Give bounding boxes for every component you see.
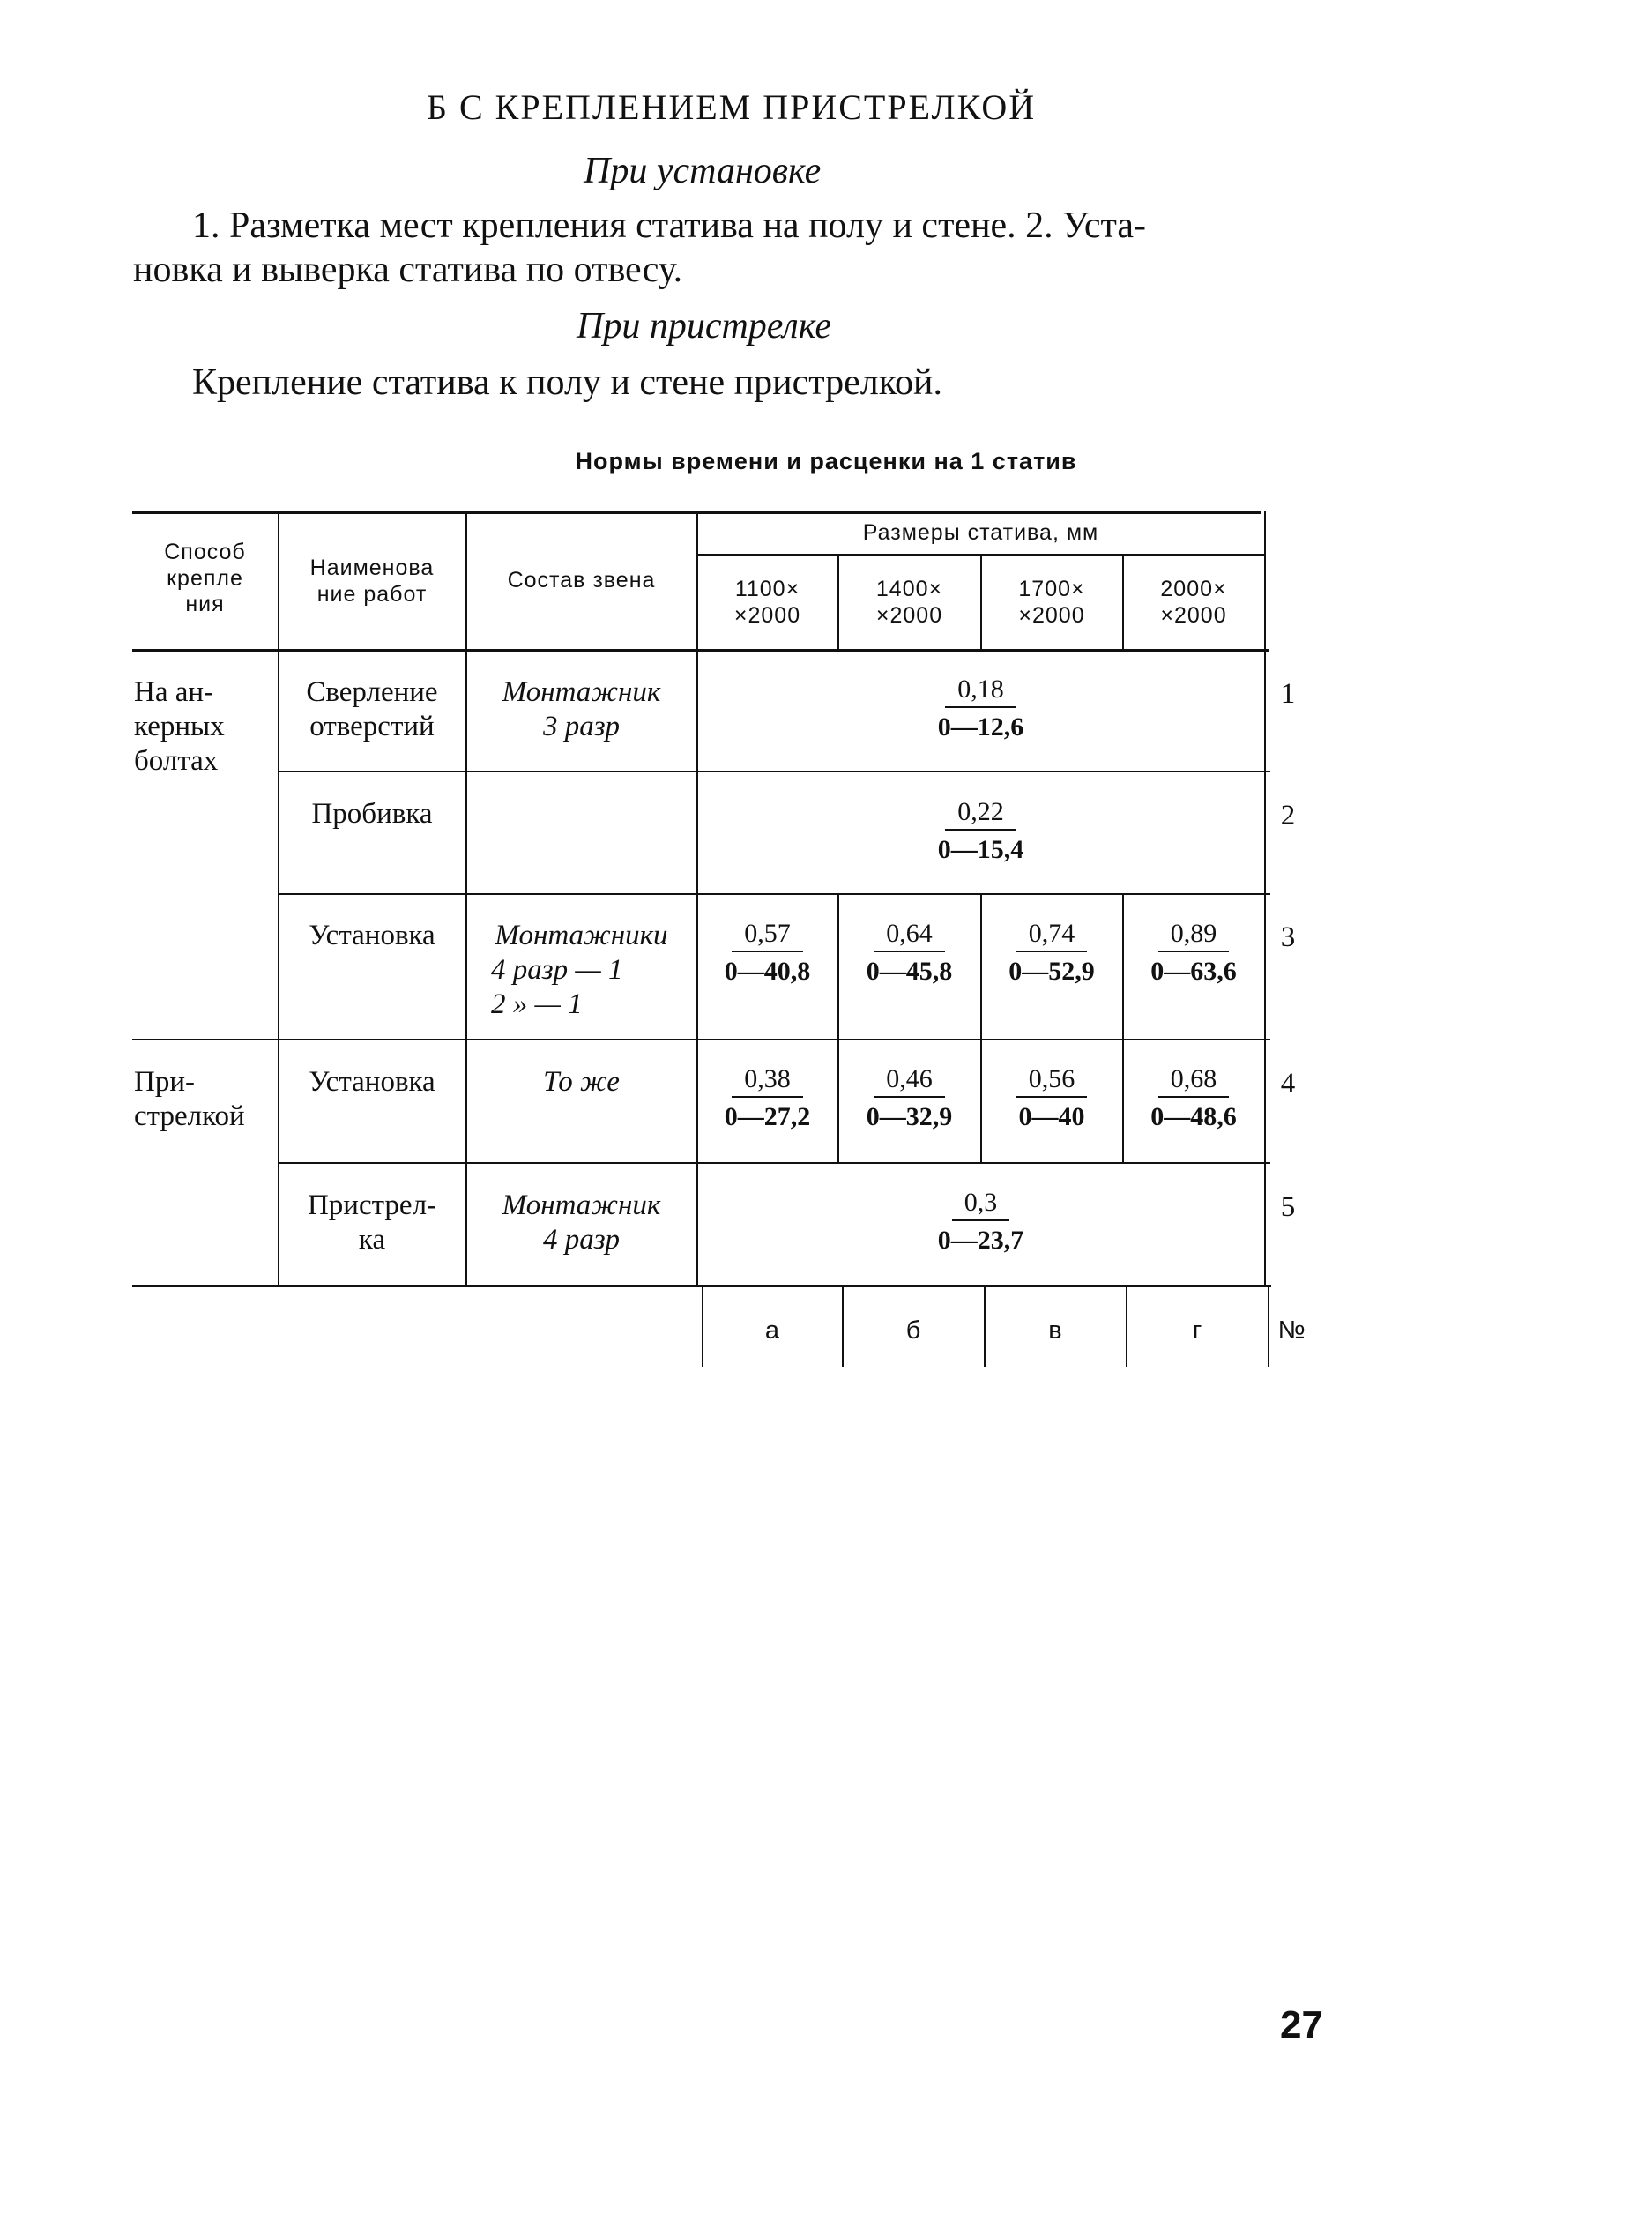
header-work-line: Наименова bbox=[309, 556, 435, 580]
norm-fraction bbox=[938, 674, 1024, 743]
row-3-crew bbox=[466, 919, 696, 1022]
norm-time: 0,38 bbox=[732, 1063, 803, 1098]
work-line: ка bbox=[358, 1223, 386, 1256]
row-4-value-a bbox=[697, 1063, 837, 1133]
size-line: ×2000 bbox=[1018, 602, 1085, 628]
row-2-work bbox=[279, 797, 465, 831]
row-4-work bbox=[279, 1065, 465, 1100]
row-number: 1 bbox=[1280, 678, 1296, 710]
norm-price: 0—23,7 bbox=[937, 1226, 1024, 1256]
norm-fraction bbox=[867, 918, 953, 988]
row-3-value-a bbox=[697, 918, 837, 988]
size-line: ×2000 bbox=[875, 602, 943, 628]
row-4-crew bbox=[466, 1065, 696, 1100]
size-line: ×2000 bbox=[1160, 602, 1227, 628]
footer-col-v bbox=[985, 1316, 1126, 1346]
header-size-g bbox=[1123, 577, 1264, 629]
column-letter: г bbox=[1192, 1316, 1202, 1345]
crew-line: То же bbox=[543, 1066, 620, 1098]
norm-fraction bbox=[938, 1187, 1024, 1256]
header-method-line: ния bbox=[185, 592, 225, 616]
footer-col-g bbox=[1127, 1316, 1268, 1346]
norm-price: 0—45,8 bbox=[866, 957, 953, 987]
row-1-number bbox=[1266, 677, 1310, 712]
size-line: 1700× bbox=[1018, 577, 1085, 601]
work-line: Пристрел- bbox=[307, 1189, 437, 1221]
norm-price: 0—52,9 bbox=[1008, 957, 1095, 987]
header-crew bbox=[466, 568, 696, 594]
norm-price: 0—12,6 bbox=[937, 712, 1024, 742]
subheading-installation: При установке bbox=[584, 151, 822, 191]
method-line: болтах bbox=[134, 744, 219, 777]
row-number: 3 bbox=[1280, 921, 1296, 953]
sizes-title-text: Размеры статива, мм bbox=[862, 520, 1099, 545]
row-4-number bbox=[1266, 1067, 1310, 1101]
paragraph-1-line-1: 1. Разметка мест крепления статива на полу и стене. 2. Уста- bbox=[192, 205, 1147, 246]
subheading-shooting: При пристрелке bbox=[577, 306, 831, 347]
header-method-line: крепле bbox=[167, 565, 243, 591]
norm-price: 0—15,4 bbox=[937, 835, 1024, 865]
row-2-number bbox=[1266, 799, 1310, 833]
row-4-rule bbox=[279, 1162, 1270, 1164]
method-line: керных bbox=[134, 710, 225, 742]
crew-line: 4 разр — 1 bbox=[491, 953, 623, 986]
header-work-name bbox=[279, 556, 465, 608]
norm-price: 0—40 bbox=[1018, 1102, 1085, 1132]
work-line: Установка bbox=[309, 920, 435, 951]
footer-col-b bbox=[843, 1316, 984, 1346]
row-2-value bbox=[697, 796, 1264, 866]
row-3-value-v bbox=[981, 918, 1122, 988]
page-number: 27 bbox=[1280, 2003, 1323, 2047]
column-letter: в bbox=[1048, 1316, 1062, 1345]
norm-fraction bbox=[725, 918, 811, 988]
row-3-number bbox=[1266, 921, 1310, 955]
col-rule-no bbox=[1264, 511, 1266, 1285]
row-1-crew bbox=[466, 675, 696, 744]
table-caption: Нормы времени и расценки на 1 статив bbox=[575, 448, 1077, 474]
row-5-work bbox=[279, 1189, 465, 1257]
section-title: Б С КРЕПЛЕНИЕМ ПРИСТРЕЛКОЙ bbox=[427, 87, 1037, 127]
row-5-number bbox=[1266, 1190, 1310, 1225]
header-sizes-title bbox=[697, 520, 1264, 547]
crew-line: Монтажник bbox=[502, 676, 661, 708]
work-line: отверстий bbox=[309, 710, 435, 742]
row-number: 5 bbox=[1280, 1191, 1296, 1223]
size-line: 1400× bbox=[875, 577, 943, 601]
row-3-value-g bbox=[1123, 918, 1264, 988]
footer-col-a bbox=[703, 1316, 842, 1346]
norm-price: 0—63,6 bbox=[1150, 957, 1237, 987]
row-3-value-b bbox=[838, 918, 980, 988]
norm-time: 0,46 bbox=[874, 1063, 945, 1098]
work-line: Установка bbox=[309, 1066, 435, 1098]
size-line: 1100× bbox=[734, 577, 800, 601]
row-3-work bbox=[279, 919, 465, 953]
row-1-work bbox=[279, 675, 465, 744]
crew-line: 2 » — 1 bbox=[491, 988, 583, 1020]
group-rule bbox=[132, 1039, 1270, 1040]
header-size-v bbox=[981, 577, 1122, 629]
norm-price: 0—27,2 bbox=[724, 1102, 811, 1132]
crew-line: Монтажники bbox=[495, 920, 668, 951]
header-method-line: Способ bbox=[164, 540, 246, 564]
row-1-value bbox=[697, 674, 1264, 743]
row-4-value-v bbox=[981, 1063, 1122, 1133]
row-5-value bbox=[697, 1187, 1264, 1256]
row-1-rule bbox=[279, 771, 1270, 772]
size-line: 2000× bbox=[1160, 577, 1227, 601]
norm-time: 0,74 bbox=[1016, 918, 1088, 952]
method-line: стрелкой bbox=[134, 1100, 245, 1132]
group-method-shooting bbox=[134, 1065, 266, 1134]
col-rule-work bbox=[278, 511, 279, 1285]
norm-fraction bbox=[867, 1063, 953, 1133]
number-sign: № bbox=[1277, 1316, 1306, 1345]
column-letter: а bbox=[764, 1316, 780, 1345]
norm-time: 0,56 bbox=[1016, 1063, 1088, 1098]
norm-time: 0,18 bbox=[945, 674, 1016, 708]
column-letter: б bbox=[905, 1316, 921, 1345]
row-number: 4 bbox=[1280, 1068, 1296, 1100]
row-number: 2 bbox=[1280, 800, 1296, 831]
norm-price: 0—48,6 bbox=[1150, 1102, 1237, 1132]
norm-time: 0,68 bbox=[1158, 1063, 1230, 1098]
work-line: Пробивка bbox=[311, 798, 433, 830]
norm-fraction bbox=[1150, 1063, 1237, 1133]
norm-price: 0—40,8 bbox=[724, 957, 811, 987]
norm-time: 0,22 bbox=[945, 796, 1016, 831]
norm-fraction bbox=[725, 1063, 811, 1133]
crew-line: Монтажник bbox=[502, 1189, 661, 1221]
method-line: При- bbox=[134, 1066, 195, 1098]
crew-line: 3 разр bbox=[542, 710, 621, 742]
norm-time: 0,3 bbox=[952, 1187, 1010, 1221]
norm-price: 0—32,9 bbox=[866, 1102, 953, 1132]
header-size-b bbox=[838, 577, 980, 629]
paragraph-1-line-2: новка и выверка статива по отвесу. bbox=[133, 250, 683, 290]
footer-number-label bbox=[1269, 1316, 1313, 1346]
norm-time: 0,89 bbox=[1158, 918, 1230, 952]
norm-time: 0,64 bbox=[874, 918, 945, 952]
col-rule-crew bbox=[465, 511, 467, 1285]
work-line: Сверление bbox=[306, 676, 438, 708]
paragraph-2: Крепление статива к полу и стене пристрелкой. bbox=[192, 362, 942, 403]
norm-fraction bbox=[1150, 918, 1237, 988]
size-line: ×2000 bbox=[733, 602, 801, 628]
norm-fraction bbox=[938, 796, 1024, 866]
norm-time: 0,57 bbox=[732, 918, 803, 952]
header-work-line: ние работ bbox=[316, 581, 428, 607]
header-bottom-rule bbox=[132, 649, 1269, 652]
norm-fraction bbox=[1016, 1063, 1088, 1133]
row-4-value-g bbox=[1123, 1063, 1264, 1133]
row-4-value-b bbox=[838, 1063, 980, 1133]
header-crew-text: Состав звена bbox=[507, 568, 656, 593]
crew-line: 4 разр bbox=[542, 1223, 621, 1256]
norm-fraction bbox=[1008, 918, 1095, 988]
row-5-crew bbox=[466, 1189, 696, 1257]
group-method-anchor-bolts bbox=[134, 675, 240, 779]
method-line: На ан- bbox=[134, 676, 214, 708]
header-method bbox=[132, 540, 278, 618]
header-size-a bbox=[697, 577, 837, 629]
